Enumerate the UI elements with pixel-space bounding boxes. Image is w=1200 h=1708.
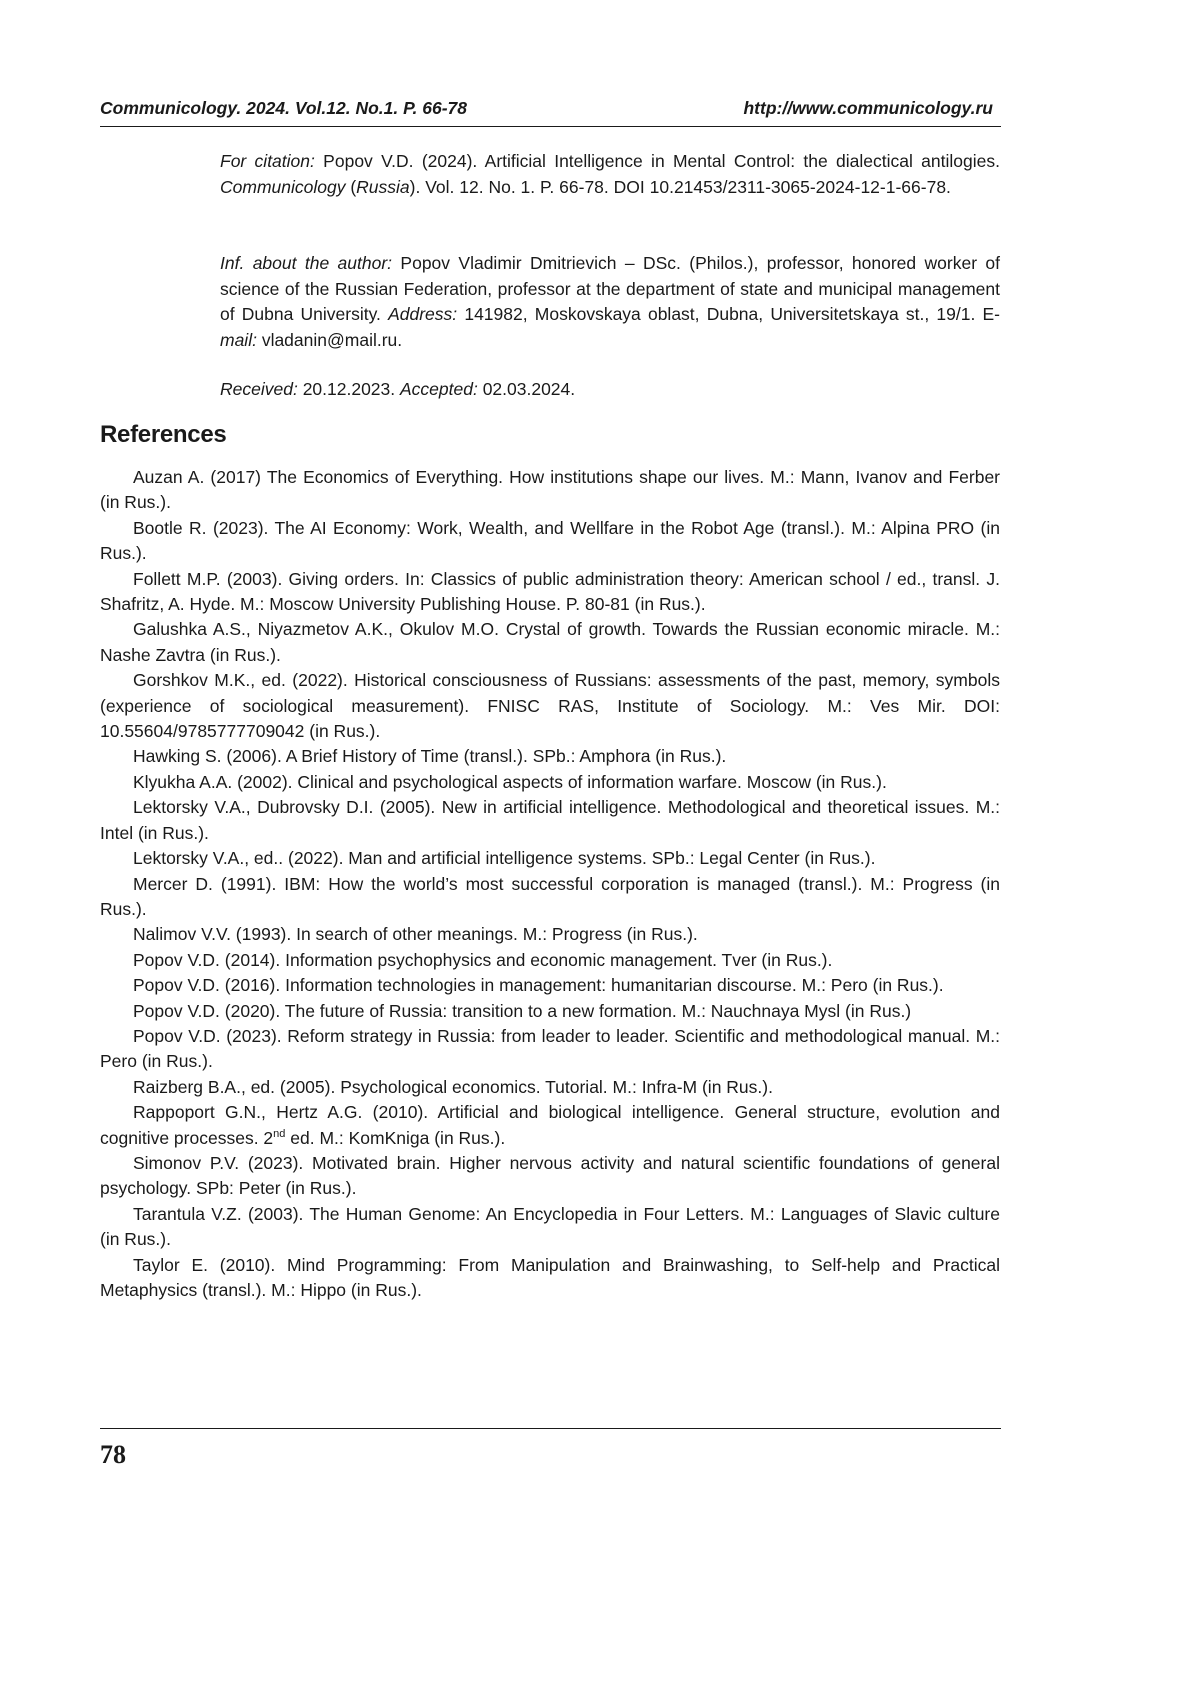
rappoport-text-before: Rappoport G.N., Hertz A.G. (2010). Artificial and biological intelligence. General structure, evolution and cognitive processes. 2 bbox=[100, 1102, 1000, 1148]
citation-block bbox=[220, 149, 1000, 200]
ordinal-suffix: nd bbox=[273, 1127, 286, 1140]
reference-item: Simonov P.V. (2023). Motivated brain. Higher nervous activity and natural scientific foundations of general psychology. SPb: Peter (in Rus.). bbox=[100, 1152, 1000, 1199]
author-info-block bbox=[220, 251, 1000, 353]
citation-text-b: ( bbox=[345, 176, 357, 197]
running-header bbox=[100, 98, 1001, 127]
accepted-date: 02.03.2024. bbox=[477, 379, 576, 399]
citation-journal: Communicology bbox=[220, 176, 346, 197]
author-info-text-b: 141982, Moskovskaya oblast, Dubna, Universitetskaya st., 19/1. E- bbox=[457, 304, 1000, 324]
reference-item: Bootle R. (2023). The AI Economy: Work, Wealth, and Wellfare in the Robot Age (transl.). M.: Alpina PRO (in Rus.). bbox=[100, 517, 1000, 564]
reference-item: Auzan A. (2017) The Economics of Everything. How institutions shape our lives. M.: Mann, Ivanov and Ferber (in Rus.). bbox=[100, 467, 1000, 513]
accepted-label: Accepted: bbox=[400, 379, 478, 399]
citation-country: Russia bbox=[356, 176, 410, 197]
reference-item: Gorshkov M.K., ed. (2022). Historical consciousness of Russians: assessments of the past, memory, symbols (experience of sociological measurement). FNISC RAS, Institute of Sociology. M.: Ves Mir. DOI: 10.55604/9785777709042 (in Rus.). bbox=[100, 670, 1000, 742]
journal-reference: Communicology. 2024. Vol.12. No.1. P. 66-78 bbox=[100, 98, 467, 118]
footer-divider bbox=[100, 1428, 1001, 1429]
reference-item: Popov V.D. (2020). The future of Russia: transition to a new formation. M.: Nauchnaya Mysl (in Rus.) bbox=[133, 1000, 912, 1021]
reference-item: Lektorsky V.A., Dubrovsky D.I. (2005). New in artificial intelligence. Methodological and theoretical issues. M.: Intel (in Rus.). bbox=[100, 797, 1000, 843]
reference-item: Mercer D. (1991). IBM: How the world’s most successful corporation is managed (transl.). M.: Progress (in Rus.). bbox=[100, 873, 1000, 919]
author-info-text-a: Popov Vladimir Dmitrievich – DSc. (Philos.), professor, honored worker of science of the Russian Federation, professor at the department of state and municipal management of Dubna University. bbox=[220, 253, 1000, 324]
reference-item: Popov V.D. (2014). Information psychophysics and economic management. Tver (in Rus.). bbox=[133, 949, 833, 970]
reference-item: Follett M.P. (2003). Giving orders. In: Classics of public administration theory: American school / ed., transl. J. Shafritz, A. Hyde. M.: Moscow University Publishing House. P. 80-81 (in Rus.). bbox=[100, 568, 1000, 615]
received-label: Received: bbox=[220, 379, 298, 399]
reference-item: Hawking S. (2006). A Brief History of Time (transl.). SPb.: Amphora (in Rus.). bbox=[133, 746, 727, 767]
reference-item: Raizberg B.A., ed. (2005). Psychological economics. Tutorial. M.: Infra-M (in Rus.). bbox=[133, 1076, 773, 1097]
reference-item: Lektorsky V.A., ed.. (2022). Man and artificial intelligence systems. SPb.: Legal Center (in Rus.). bbox=[133, 848, 876, 869]
reference-item: Popov V.D. (2023). Reform strategy in Russia: from leader to leader. Scientific and methodological manual. M.: Pero (in Rus.). bbox=[100, 1025, 1000, 1072]
journal-url[interactable]: http://www.communicology.ru bbox=[743, 98, 993, 118]
reference-item-rappoport bbox=[100, 1100, 1000, 1151]
reference-item: Taylor E. (2010). Mind Programming: From Manipulation and Brainwashing, to Self-help and Practical Metaphysics (transl.). M.: Hippo (in Rus.). bbox=[100, 1254, 1000, 1300]
references-heading: References bbox=[100, 421, 227, 448]
reference-item: Nalimov V.V. (1993). In search of other meanings. M.: Progress (in Rus.). bbox=[133, 924, 698, 945]
references-list bbox=[100, 465, 1000, 1303]
reference-item: Popov V.D. (2016). Information technologies in management: humanitarian discourse. M.: Pero (in Rus.). bbox=[133, 975, 944, 996]
rappoport-text-after: ed. M.: KomKniga (in Rus.). bbox=[285, 1127, 506, 1148]
citation-text-a: Popov V.D. (2024). Artificial Intelligence in Mental Control: the dialectical antilogies. bbox=[314, 151, 1000, 171]
citation-label: For citation: bbox=[220, 151, 315, 171]
page-number: 78 bbox=[100, 1440, 126, 1469]
author-info-label: Inf. about the author: bbox=[220, 253, 393, 273]
reference-item: Galushka A.S., Niyazmetov A.K., Okulov M.O. Crystal of growth. Towards the Russian economic miracle. M.: Nashe Zavtra (in Rus.). bbox=[100, 619, 1000, 665]
author-email[interactable]: vladanin@mail.ru. bbox=[256, 329, 403, 350]
mail-label: mail: bbox=[220, 329, 257, 350]
received-date: 20.12.2023. bbox=[297, 379, 400, 399]
reference-item: Klyukha A.A. (2002). Clinical and psychological aspects of information warfare. Moscow (in Rus.). bbox=[133, 771, 887, 792]
address-label: Address: bbox=[388, 304, 458, 324]
citation-text-c: ). Vol. 12. No. 1. P. 66-78. DOI 10.21453/2311-3065-2024-12-1-66-78. bbox=[409, 176, 951, 197]
reference-item: Tarantula V.Z. (2003). The Human Genome: An Encyclopedia in Four Letters. M.: Languages of Slavic culture (in Rus.). bbox=[100, 1203, 1000, 1250]
dates-block bbox=[220, 377, 1000, 403]
